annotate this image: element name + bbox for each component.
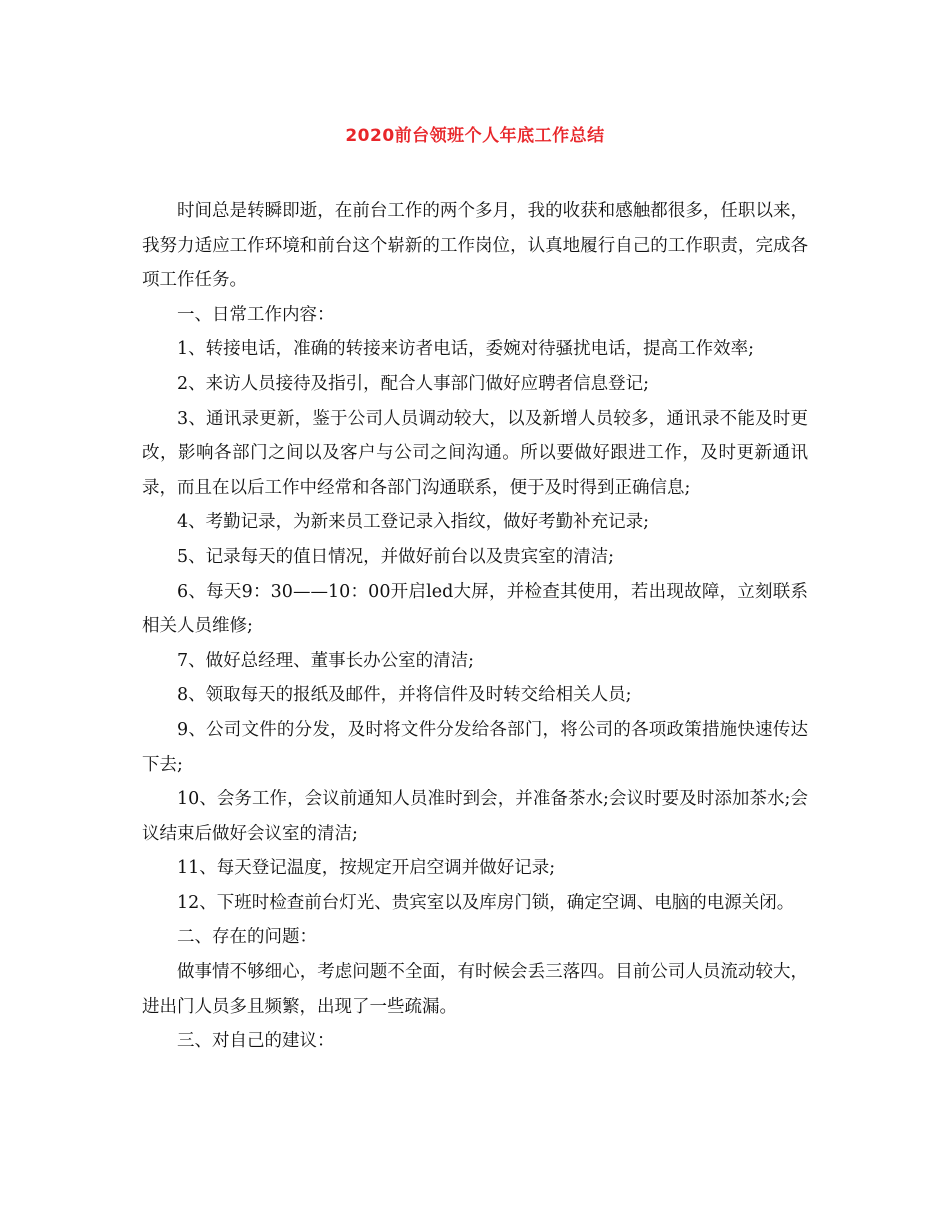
paragraph-problems: 做事情不够细心，考虑问题不全面，有时候会丢三落四。目前公司人员流动较大，进出门人员多且频繁，出现了一些疏漏。 <box>142 962 808 1017</box>
section-heading-problems: 二、存在的问题： <box>177 927 317 948</box>
list-item: 3、通讯录更新，鉴于公司人员调动较大，以及新增人员较多，通讯录不能及时更改，影响各部门之间以及客户与公司之间沟通。所以要做好跟进工作，及时更新通讯录，而且在以后工作中经常和各部门沟通联系，便于及时得到正确信息; <box>142 408 808 498</box>
section-heading-suggestions: 三、对自己的建议： <box>177 1031 335 1052</box>
list-item: 1、转接电话，准确的转接来访者电话，委婉对待骚扰电话，提高工作效率; <box>177 339 755 360</box>
paragraph-intro: 时间总是转瞬即逝，在前台工作的两个多月，我的收获和感触都很多，任职以来，我努力适应工作环境和前台这个崭新的工作岗位，认真地履行自己的工作职责，完成各项工作任务。 <box>142 201 808 291</box>
list-item: 8、领取每天的报纸及邮件，并将信件及时转交给相关人员; <box>177 685 632 706</box>
list-item: 6、每天9：30——10：00开启led大屏，并检查其使用，若出现故障，立刻联系相关人员维修; <box>142 581 808 637</box>
list-item: 11、每天登记温度，按规定开启空调并做好记录; <box>177 858 556 879</box>
document-title: 2020前台领班个人年底工作总结 <box>345 126 605 146</box>
list-item: 12、下班时检查前台灯光、贵宾室以及库房门锁，确定空调、电脑的电源关闭。 <box>177 892 795 913</box>
document-body <box>142 194 808 1059</box>
section-heading-daily-work: 一、日常工作内容： <box>177 304 335 325</box>
list-item: 9、公司文件的分发，及时将文件分发给各部门，将公司的各项政策措施快速传达下去; <box>142 719 808 775</box>
list-item: 4、考勤记录，为新来员工登记录入指纹，做好考勤补充记录; <box>177 512 650 533</box>
list-item: 10、会务工作，会议前通知人员准时到会，并准备茶水;会议时要及时添加茶水;会议结束后做好会议室的清洁; <box>142 789 808 844</box>
list-item: 7、做好总经理、董事长办公室的清洁; <box>177 650 475 671</box>
list-item: 5、记录每天的值日情况，并做好前台以及贵宾室的清洁; <box>177 546 615 567</box>
list-item: 2、来访人员接待及指引，配合人事部门做好应聘者信息登记; <box>177 373 650 394</box>
